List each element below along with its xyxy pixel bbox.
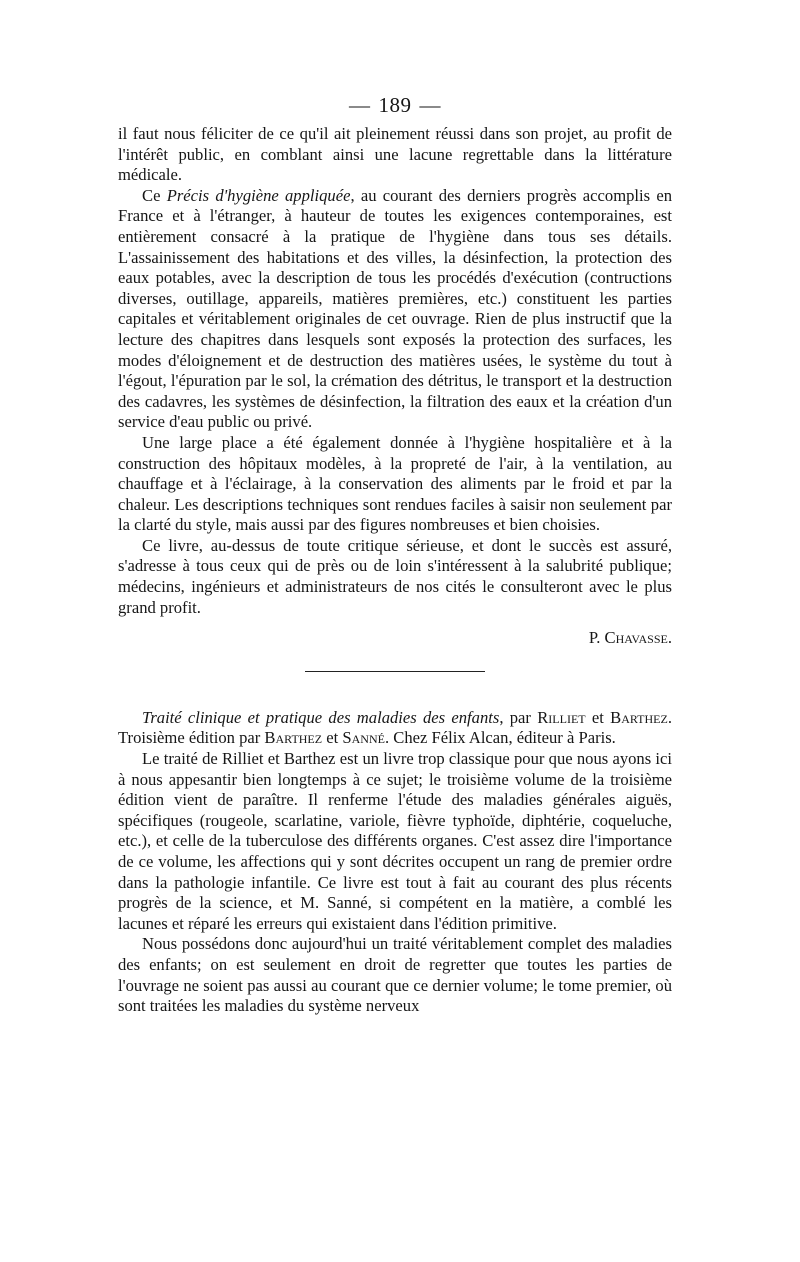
header-edition-text: . Troisième édition par (118, 707, 672, 748)
author-rilliet: Rilliet (537, 707, 586, 727)
review-hygiene-paragraph-4: Ce livre, au-dessus de toute critique sérieuse, et dont le succès est assuré, s'adresse à tous ceux qui de près ou de loin s'intéressent à la salubrité publique; médecins, ingénieurs et administrateurs de nos cités le consulteront avec le plus grand profit. (118, 535, 672, 617)
review-pediatrics-header (118, 708, 672, 749)
signature-name: P. Chavasse. (588, 628, 672, 648)
review-pediatrics-paragraph-2: Nous possédons donc aujourd'hui un traité véritablement complet des maladies des enfants; on est seulement en droit de regretter que toutes les parties de l'ouvrage ne soient pas aussi au courant que ce dernier volume; le tome premier, où sont traitées les maladies du système nerveux (118, 934, 672, 1016)
editor-sanne: Sanné (342, 728, 385, 748)
review-signature (118, 628, 672, 649)
review-pediatrics (118, 708, 672, 1017)
section-divider-rule (305, 671, 485, 672)
page-number-dash-left: — (349, 93, 371, 117)
header-by-text: , par (499, 707, 538, 727)
page-number-header (118, 92, 672, 118)
book-title-precis: Précis d'hygiène appliquée (166, 185, 351, 205)
review-hygiene-paragraph-2 (118, 186, 672, 433)
review-hygiene-paragraph-3: Une large place a été également donnée à l'hygiène hospitalière et à la construction des hôpitaux modèles, à la propreté de l'air, à la ventilation, au chauffage et à l'éclairage, à la conservation des aliments par le froid et par la chaleur. Les descriptions techniques sont rendues faciles à saisir non seulement par la clarté du style, mais aussi par des figures nombreuses et bien choisies. (118, 432, 672, 535)
editor-barthez: Barthez (264, 728, 323, 748)
header-and-text: et (585, 707, 611, 727)
page-number: 189 (378, 93, 412, 117)
author-barthez: Barthez (610, 707, 668, 727)
review-hygiene (118, 124, 672, 649)
review-hygiene-p2-prefix: Ce (142, 185, 167, 205)
review-hygiene-paragraph-1: il faut nous féliciter de ce qu'il ait pleinement réussi dans son projet, au profit de l'intérêt public, en comblant ainsi une lacune regrettable dans la littérature médicale. (118, 124, 672, 185)
book-page (118, 92, 672, 1017)
header-and2-text: et (322, 728, 343, 748)
review-pediatrics-paragraph-1: Le traité de Rilliet et Barthez est un livre trop classique pour que nous ayons ici à nous appesantir bien longtemps à ce sujet; le troisième volume de la troisième édition vient de paraître. Il renferme l'étude des maladies générales aiguës, spécifiques (rougeole, scarlatine, variole, fièvre typhoïde, diphtérie, coqueluche, etc.), et celle de la tuberculose des différents organes. C'est assez dire l'importance de ce volume, les affections qui y sont décrites occupent un rang de premier ordre dans la pathologie infantile. Ce livre est tout à fait au courant des plus récents progrès de la science, et M. Sanné, si compétent en la matière, a comblé les lacunes et réparé les erreurs qui existaient dans l'édition primitive. (118, 749, 672, 933)
review-hygiene-p2-body: , au courant des derniers progrès accomplis en France et à l'étranger, à hauteur de toutes les exigences contemporaines, est entièrement consacré à la pratique de l'hygiène dans tous ses détails. L'assainissement des habitations et des villes, la désinfection, la protection des eaux potables, avec la description de tous les procédés d'exécution (contructions diverses, outillage, appareils, matières premières, etc.) constituent les parties capitales et véritablement originales de cet ouvrage. Rien de plus instructif que la lecture des chapitres dans lesquels sont exposés la protection des surfaces, les modes d'éloignement et de destruction des matières usées, le système du tout à l'égout, l'épuration par le sol, la crémation des détritus, le transport et la destruction des cadavres, les systèmes de désinfection, la filtration des eaux et la création d'un service d'eau public ou privé. (118, 185, 672, 432)
header-publisher-text: . Chez Félix Alcan, éditeur à Paris. (384, 728, 616, 748)
book-title-traite: Traité clinique et pratique des maladies des enfants (142, 707, 500, 727)
page-number-dash-right: — (419, 93, 441, 117)
